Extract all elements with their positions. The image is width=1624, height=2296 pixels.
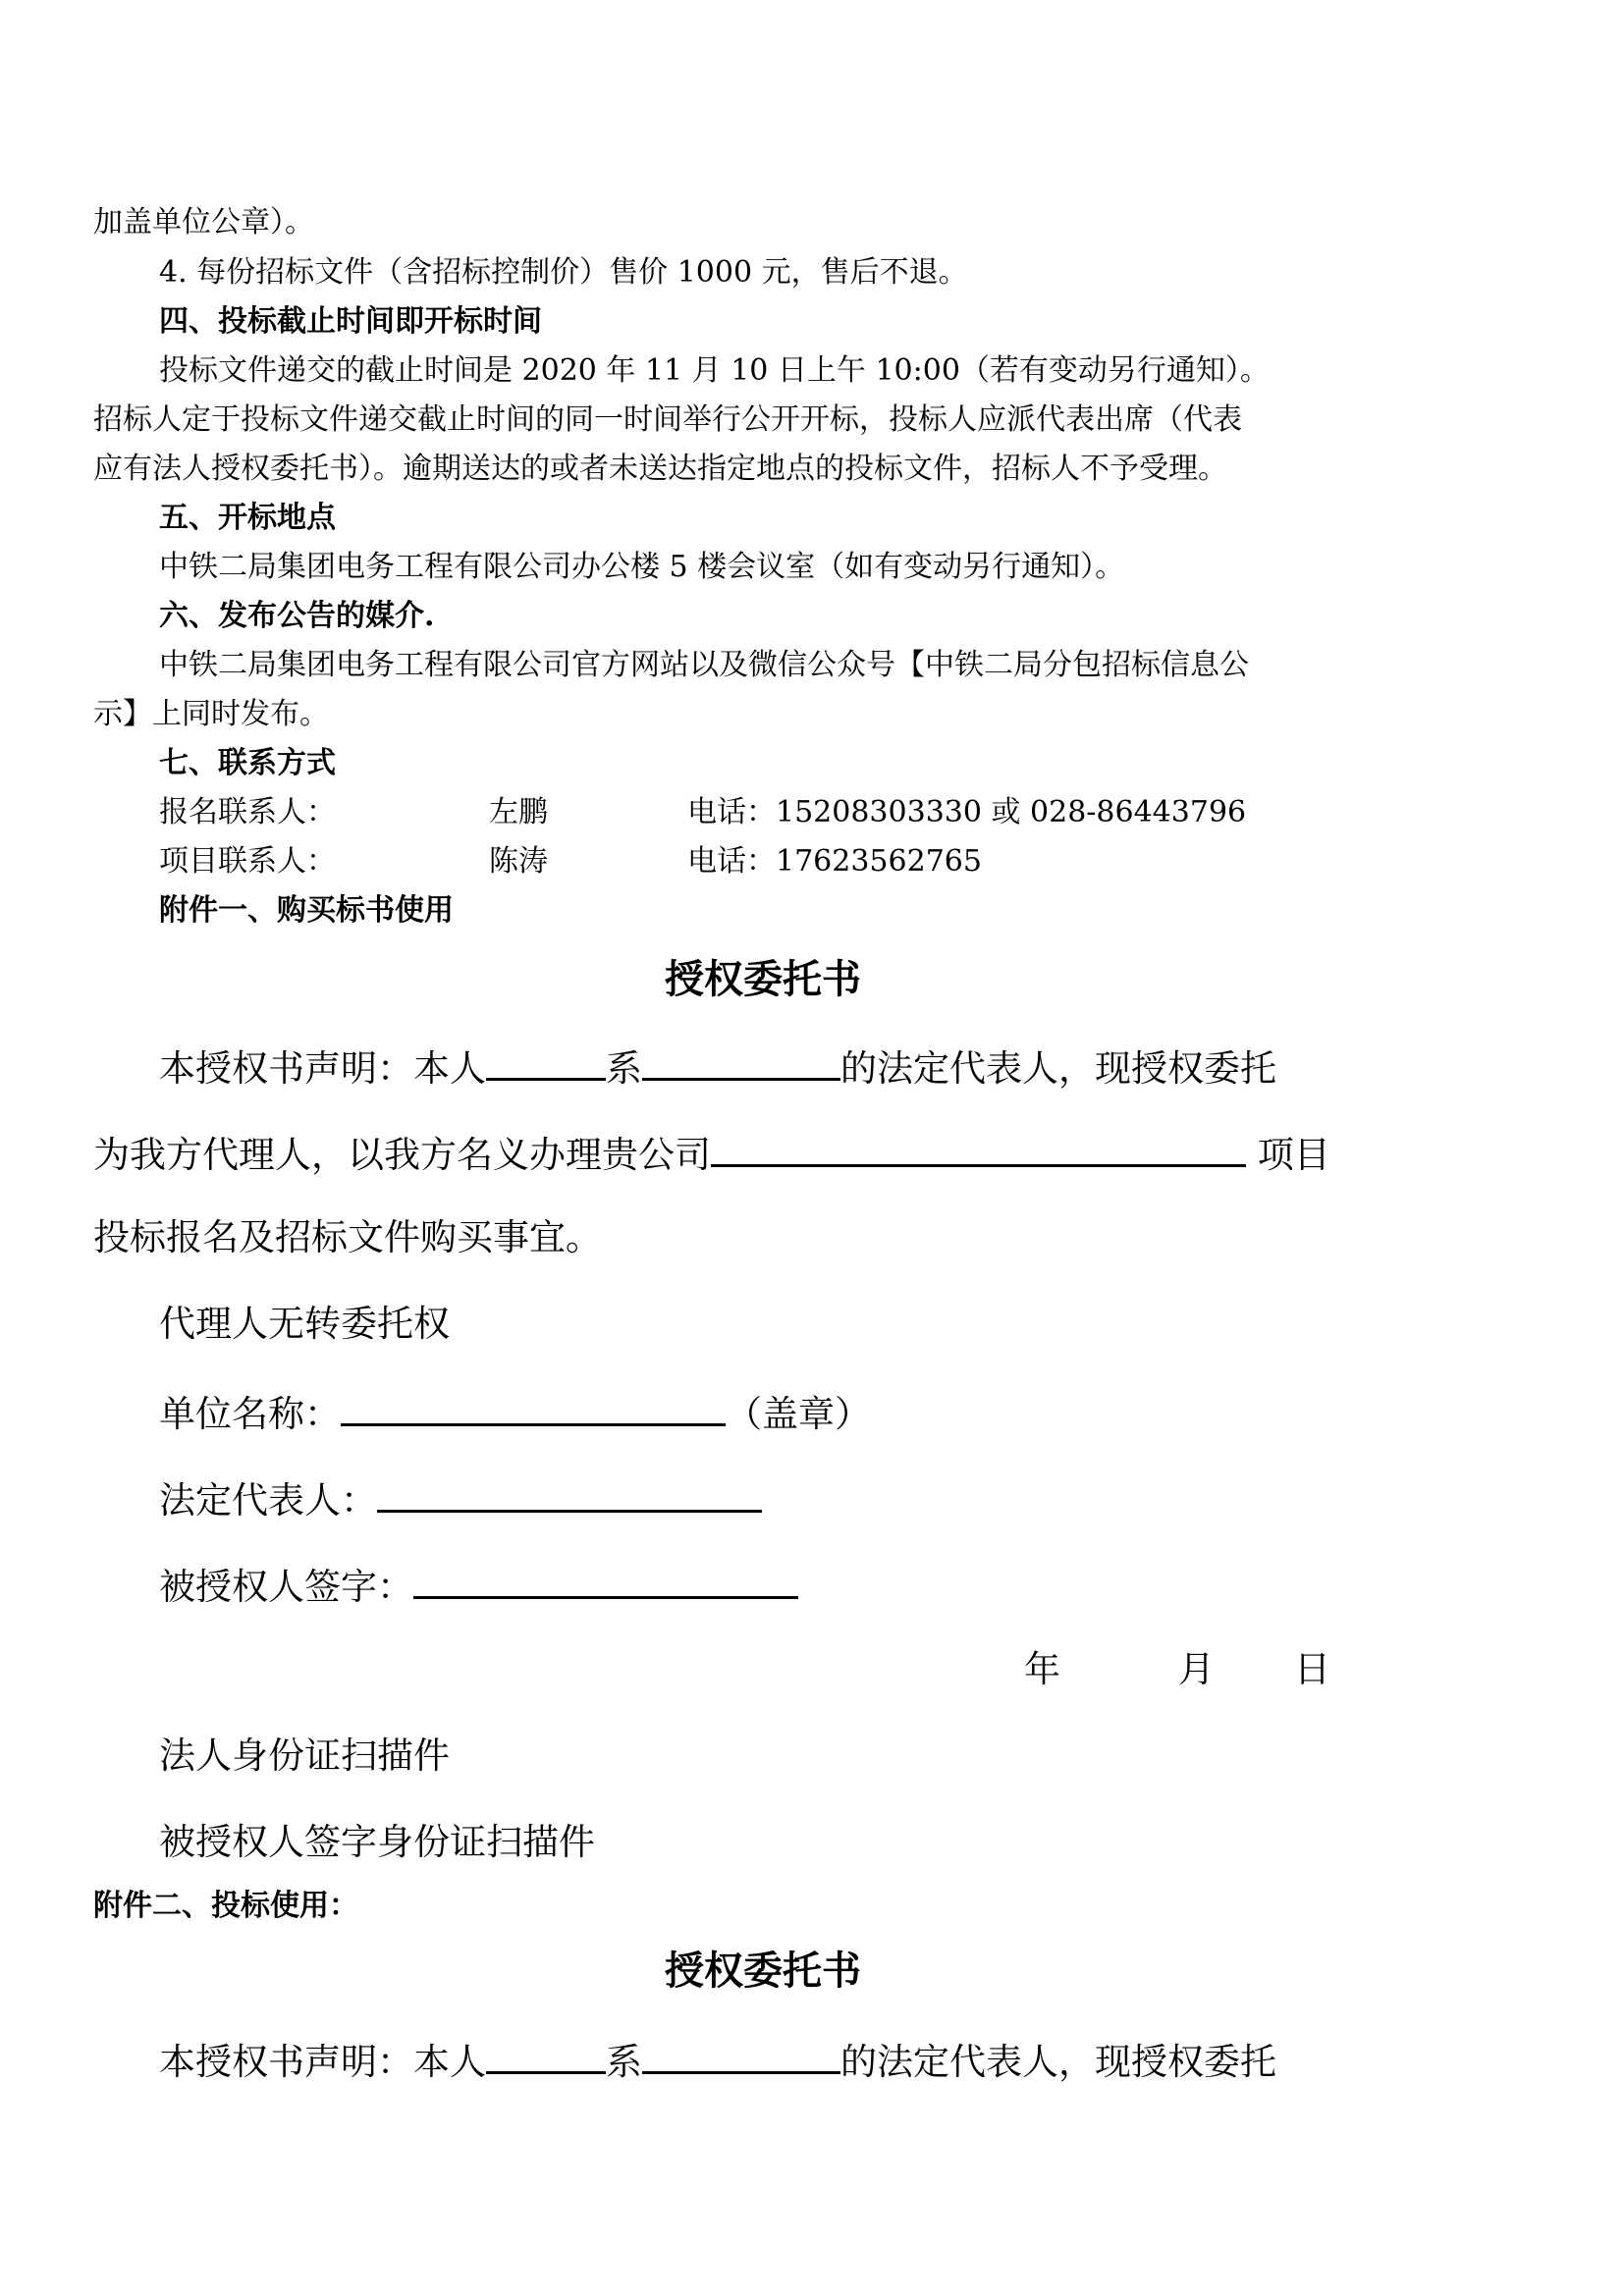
paragraph-5: 中铁二局集团电务工程有限公司办公楼 5 楼会议室（如有变动另行通知）。 bbox=[159, 550, 1125, 584]
statement-text: 的法定代表人，现授权委托 bbox=[840, 2041, 1276, 2083]
statement-text: 项目 bbox=[1257, 1134, 1330, 1176]
form-1-line10: 被授权人签字身份证扫描件 bbox=[159, 1821, 595, 1863]
form-1-line4: 代理人无转委托权 bbox=[159, 1303, 450, 1345]
paragraph-6-line2: 示】上同时发布。 bbox=[93, 697, 329, 731]
company-blank[interactable] bbox=[642, 1041, 840, 1081]
unit-name-row bbox=[159, 1386, 871, 1439]
form-2-line1 bbox=[159, 2034, 1276, 2087]
company-blank[interactable] bbox=[642, 2034, 840, 2074]
paragraph-4-line2: 招标人定于投标文件递交截止时间的同一时间举行公开开标，投标人应派代表出席（代表 bbox=[93, 402, 1242, 437]
paragraph-4-line3: 应有法人授权委托书）。逾期送达的或者未送达指定地点的投标文件，招标人不予受理。 bbox=[93, 452, 1227, 486]
contact-name: 陈涛 bbox=[489, 844, 548, 879]
form-1-title: 授权委托书 bbox=[665, 956, 861, 1002]
item-4: 4. 每份招标文件（含招标控制价）售价 1000 元，售后不退。 bbox=[159, 255, 968, 290]
date-year: 年 bbox=[1024, 1648, 1060, 1690]
contact-phone: 电话：17623562765 bbox=[687, 844, 982, 879]
heading-4: 四、投标截止时间即开标时间 bbox=[159, 304, 542, 339]
form-1-line3: 投标报名及招标文件购买事宜。 bbox=[93, 1216, 602, 1258]
authorized-sign-label: 被授权人签字： bbox=[159, 1566, 413, 1608]
statement-text: 本授权书声明：本人 bbox=[159, 2041, 486, 2083]
contact-name: 左鹏 bbox=[489, 795, 548, 829]
form-1-line2 bbox=[93, 1127, 1330, 1180]
form-1-line1 bbox=[159, 1041, 1276, 1094]
name-blank[interactable] bbox=[486, 1041, 606, 1081]
name-blank[interactable] bbox=[486, 2034, 606, 2074]
attachment-1-heading: 附件一、购买标书使用 bbox=[159, 893, 454, 928]
attachment-2-heading: 附件二、投标使用： bbox=[93, 1889, 358, 1923]
paragraph-6-line1: 中铁二局集团电务工程有限公司官方网站以及微信公众号【中铁二局分包招标信息公 bbox=[159, 648, 1249, 682]
form-2-title: 授权委托书 bbox=[665, 1948, 861, 1994]
statement-text: 本授权书声明：本人 bbox=[159, 1047, 486, 1090]
unit-name-blank[interactable] bbox=[341, 1386, 726, 1426]
legal-rep-label: 法定代表人： bbox=[159, 1479, 377, 1522]
statement-text: 为我方代理人，以我方名义办理贵公司 bbox=[93, 1134, 711, 1176]
contact-role: 项目联系人： bbox=[159, 844, 336, 879]
statement-text: 的法定代表人，现授权委托 bbox=[840, 1047, 1276, 1090]
project-blank[interactable] bbox=[711, 1127, 1246, 1167]
legal-rep-blank[interactable] bbox=[377, 1472, 762, 1513]
authorized-sign-row bbox=[159, 1559, 798, 1612]
contact-role: 报名联系人： bbox=[159, 795, 336, 829]
seal-note: （盖章） bbox=[726, 1393, 871, 1435]
date-month: 月 bbox=[1178, 1648, 1215, 1690]
paragraph-tail: 加盖单位公章）。 bbox=[93, 205, 314, 240]
legal-rep-row bbox=[159, 1472, 762, 1525]
authorized-sign-blank[interactable] bbox=[413, 1559, 798, 1599]
paragraph-4-line1: 投标文件递交的截止时间是 2020 年 11 月 10 日上午 10:00（若有变动另行通知）。 bbox=[159, 353, 1270, 388]
statement-text: 系 bbox=[606, 1047, 642, 1090]
contact-phone: 电话：15208303330 或 028-86443796 bbox=[687, 795, 1247, 829]
heading-5: 五、开标地点 bbox=[159, 501, 336, 535]
date-day: 日 bbox=[1294, 1648, 1330, 1690]
unit-name-label: 单位名称： bbox=[159, 1393, 341, 1435]
heading-7: 七、联系方式 bbox=[159, 746, 336, 780]
statement-text: 系 bbox=[606, 2041, 642, 2083]
heading-6: 六、发布公告的媒介. bbox=[159, 599, 435, 633]
form-1-line9: 法人身份证扫描件 bbox=[159, 1735, 450, 1777]
